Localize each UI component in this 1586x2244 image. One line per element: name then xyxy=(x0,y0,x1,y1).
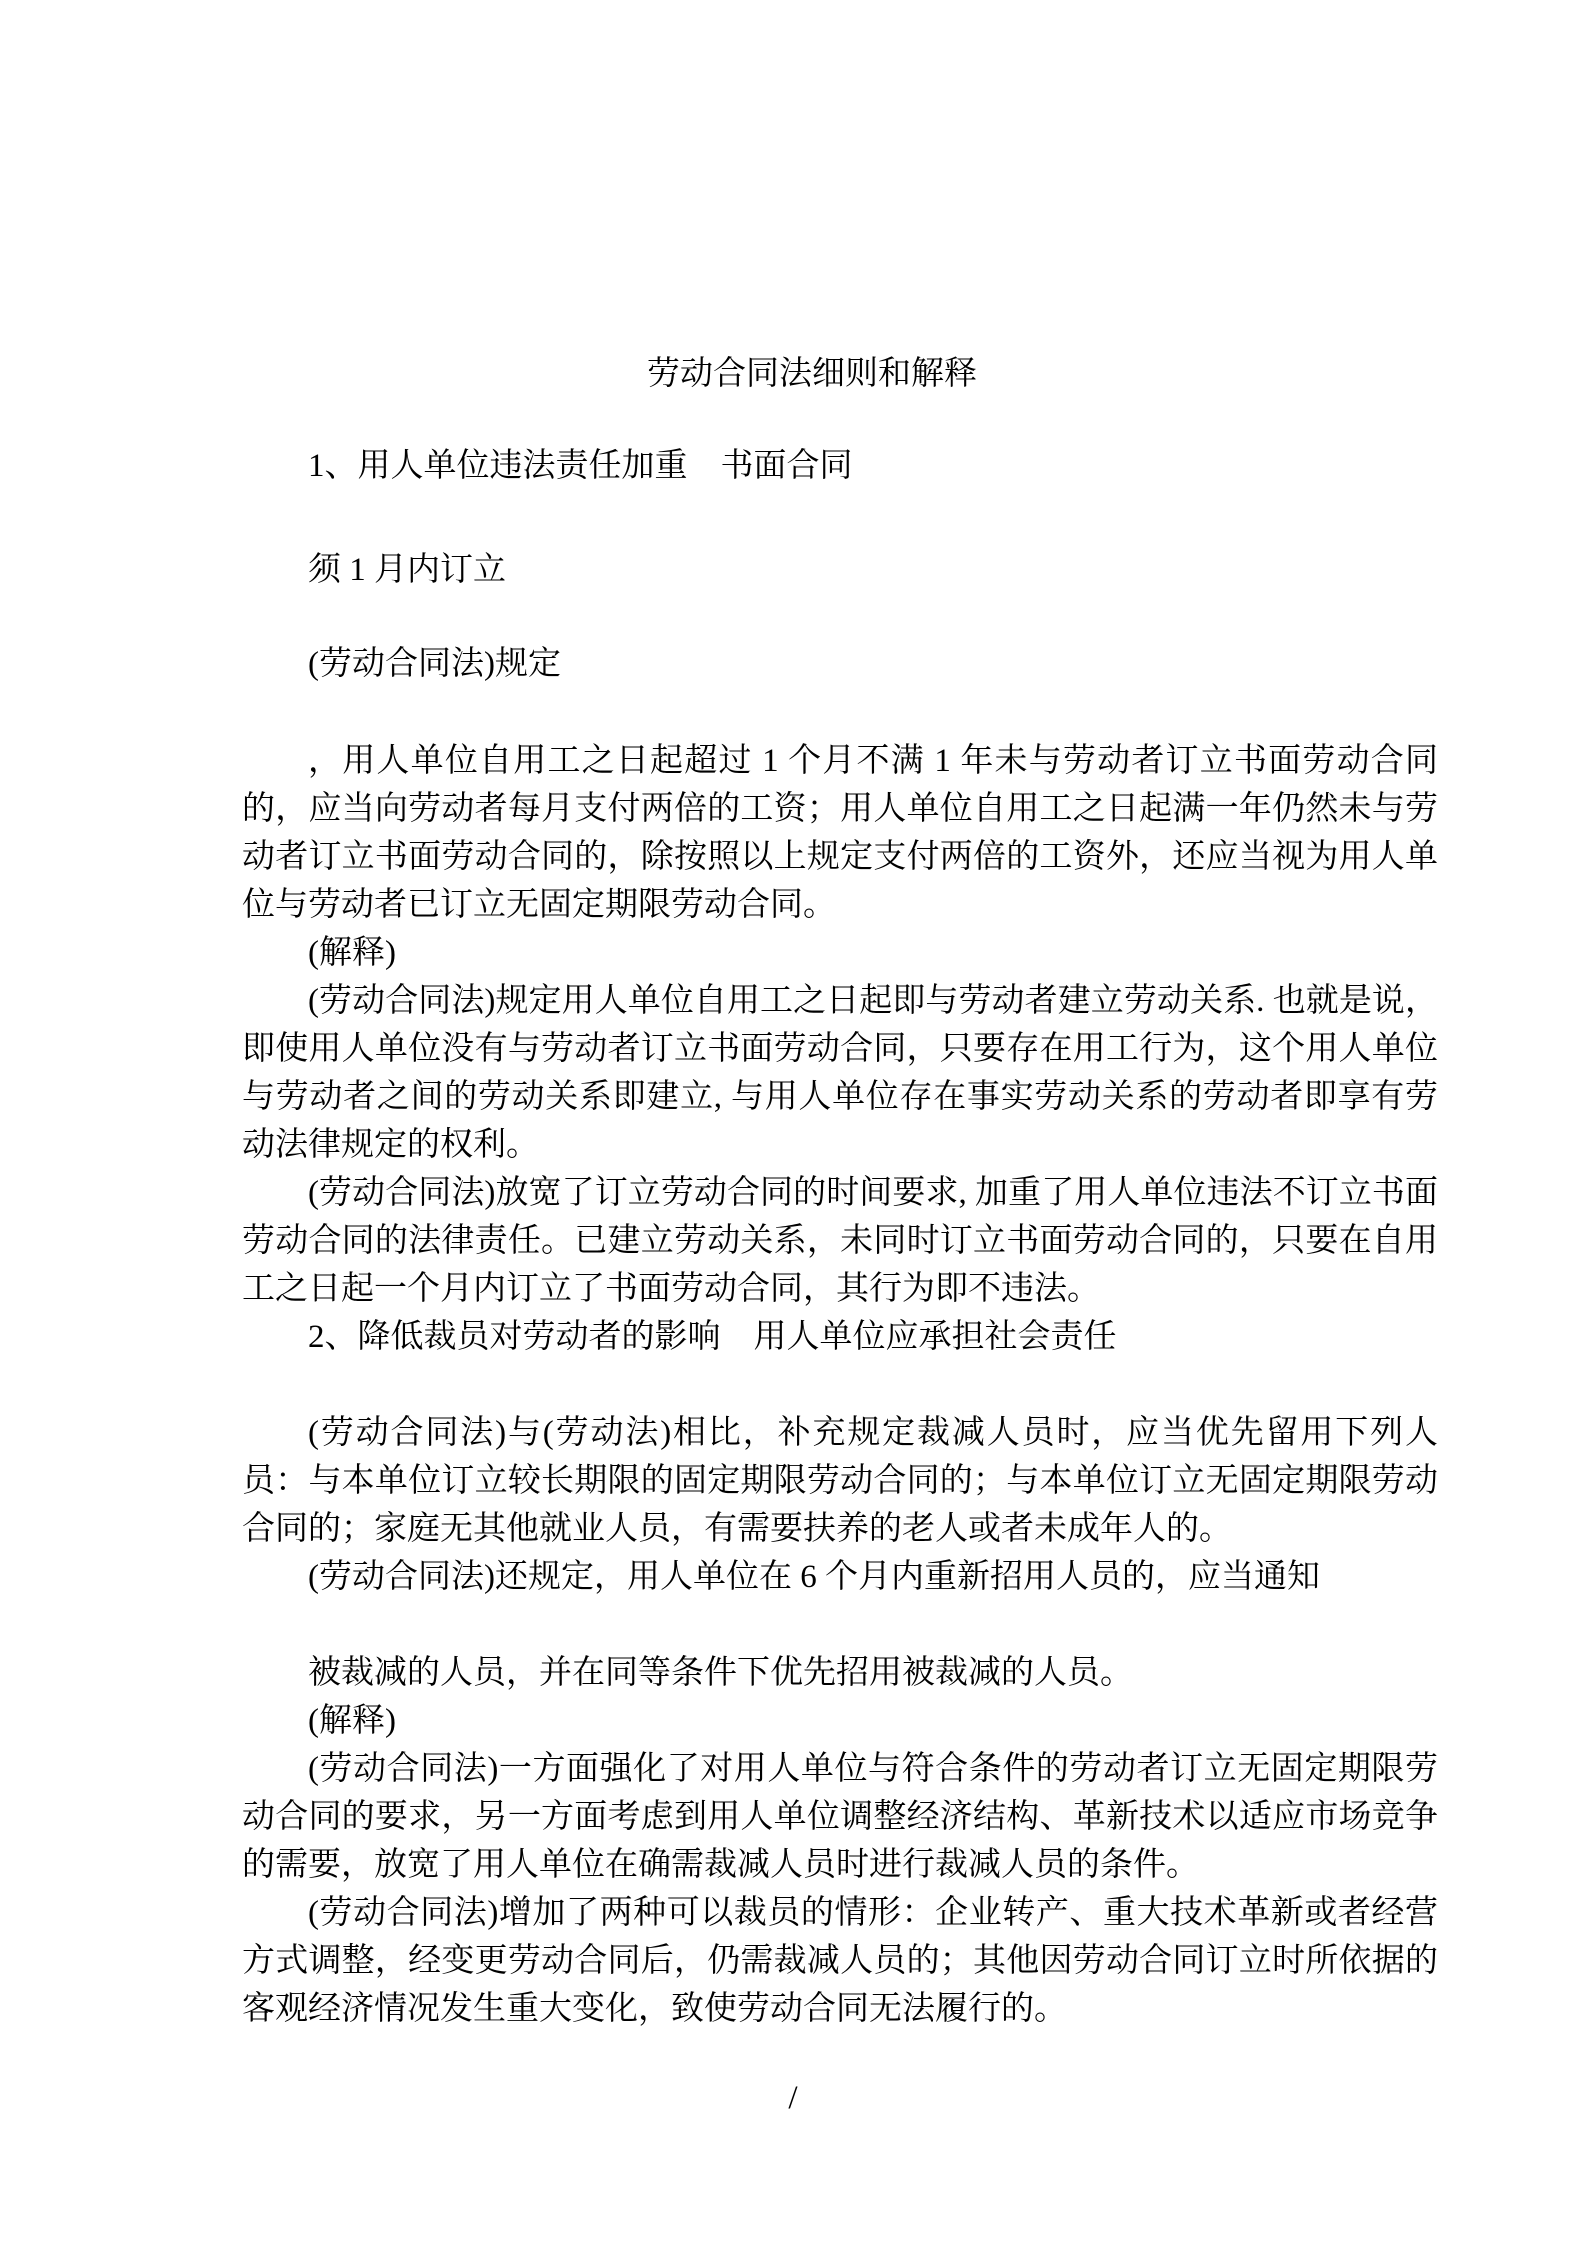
section-heading: 1、用人单位违法责任加重 书面合同 xyxy=(308,448,853,484)
paragraph: (劳动合同法)规定用人单位自用工之日起即与劳动者建立劳动关系. 也就是说，即使用人单位没有与劳动者订立书面劳动合同，只要存在用工行为，这个用人单位与劳动者之间的劳动关系即建立, 与用人单位存在事实劳动关系的劳动者即享有劳动法律规定的权利。 xyxy=(242,983,1438,1163)
paragraph: (劳动合同法)放宽了订立劳动合同的时间要求, 加重了用人单位违法不订立书面劳动合同的法律责任。已建立劳动关系，未同时订立书面劳动合同的，只要在自用工之日起一个月内订立了书面劳动合同，其行为即不违法。 xyxy=(242,1175,1438,1307)
paragraph: 被裁减的人员，并在同等条件下优先招用被裁减的人员。 xyxy=(308,1655,1133,1691)
document-title: 劳动合同法细则和解释 xyxy=(647,356,977,392)
paragraph: (劳动合同法)与(劳动法)相比，补充规定裁减人员时，应当优先留用下列人员：与本单位订立较长期限的固定期限劳动合同的；与本单位订立无固定期限劳动合同的；家庭无其他就业人员，有需要扶养的老人或者未成年人的。 xyxy=(242,1415,1438,1547)
paragraph: ，用人单位自用工之日起超过 1 个月不满 1 年未与劳动者订立书面劳动合同的，应当向劳动者每月支付两倍的工资；用人单位自用工之日起满一年仍然未与劳动者订立书面劳动合同的，除按照以上规定支付两倍的工资外，还应当视为用人单位与劳动者已订立无固定期限劳动合同。 xyxy=(242,743,1438,923)
paragraph: (解释) xyxy=(308,935,396,971)
section-heading: 2、降低裁员对劳动者的影响 用人单位应承担社会责任 xyxy=(308,1319,1117,1355)
paragraph: (劳动合同法)规定 xyxy=(308,646,561,682)
paragraph: 须 1 月内订立 xyxy=(308,552,506,588)
paragraph: (劳动合同法)一方面强化了对用人单位与符合条件的劳动者订立无固定期限劳动合同的要求，另一方面考虑到用人单位调整经济结构、革新技术以适应市场竞争的需要，放宽了用人单位在确需裁减人员时进行裁减人员的条件。 xyxy=(242,1751,1438,1883)
paragraph: (解释) xyxy=(308,1703,396,1739)
paragraph: (劳动合同法)还规定，用人单位在 6 个月内重新招用人员的，应当通知 xyxy=(308,1559,1320,1595)
page-number-mark: / xyxy=(788,2080,798,2116)
document-body xyxy=(242,350,1438,2033)
paragraph: (劳动合同法)增加了两种可以裁员的情形：企业转产、重大技术革新或者经营方式调整，经变更劳动合同后，仍需裁减人员的；其他因劳动合同订立时所依据的客观经济情况发生重大变化，致使劳动合同无法履行的。 xyxy=(242,1895,1438,2027)
